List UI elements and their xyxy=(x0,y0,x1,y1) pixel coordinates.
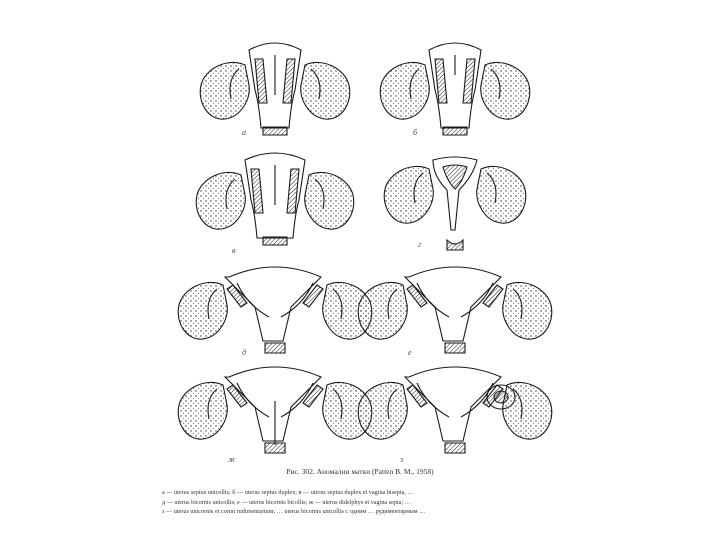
uterus-panel-7 xyxy=(178,367,372,464)
ovary-icon xyxy=(178,282,227,339)
ovary-icon xyxy=(358,382,407,439)
figure-caption-title: Рис. 302. Аномалии матки (Patten B. M., 1958) xyxy=(286,467,434,476)
panel-letter-label: г xyxy=(418,240,422,249)
panel-letter-label: д xyxy=(242,348,247,357)
panel-letter-label: ж xyxy=(228,455,236,464)
ovary-icon xyxy=(481,62,530,119)
ovary-icon xyxy=(178,382,227,439)
caption-line: з — uterus unicornis et cornu rudimentarium; … uterus bicornis unicollis с одним … рудиментарным … xyxy=(162,508,426,516)
caption-line: д — uterus bicornis unicollis; е — uterus bicornis bicollis; ж — uterus didelphys et vagina septa; … xyxy=(162,498,411,506)
panel-letter-label: б xyxy=(413,128,418,137)
ovary-icon xyxy=(301,62,350,119)
uterus-panel-4 xyxy=(384,157,526,250)
ovary-icon xyxy=(380,62,429,119)
uterus-panel-3 xyxy=(196,153,354,255)
uterus-panel-5 xyxy=(178,267,372,357)
panel-letter-label: е xyxy=(408,348,412,357)
ovary-icon xyxy=(196,172,245,229)
figure-caption-text xyxy=(162,488,547,517)
panel-letter-label: в xyxy=(232,246,236,255)
caption-line: а — uterus septus unicollis; б — uterus septus duplex; в — uterus septus duplex et vagina bisepta, … xyxy=(162,489,414,496)
uterus-panel-2 xyxy=(380,43,530,137)
uterus-panel-6 xyxy=(358,267,552,357)
ovary-icon xyxy=(503,282,552,339)
ovary-icon xyxy=(358,282,407,339)
panel-letter-label: а xyxy=(242,128,246,137)
uterus-panel-1 xyxy=(200,43,350,137)
panel-letter-label: з xyxy=(400,455,404,464)
uterus-panel-8 xyxy=(358,367,552,464)
ovary-icon xyxy=(200,62,249,119)
ovary-icon xyxy=(503,382,552,439)
ovary-icon xyxy=(384,166,433,223)
ovary-icon xyxy=(477,166,526,223)
ovary-icon xyxy=(305,172,354,229)
